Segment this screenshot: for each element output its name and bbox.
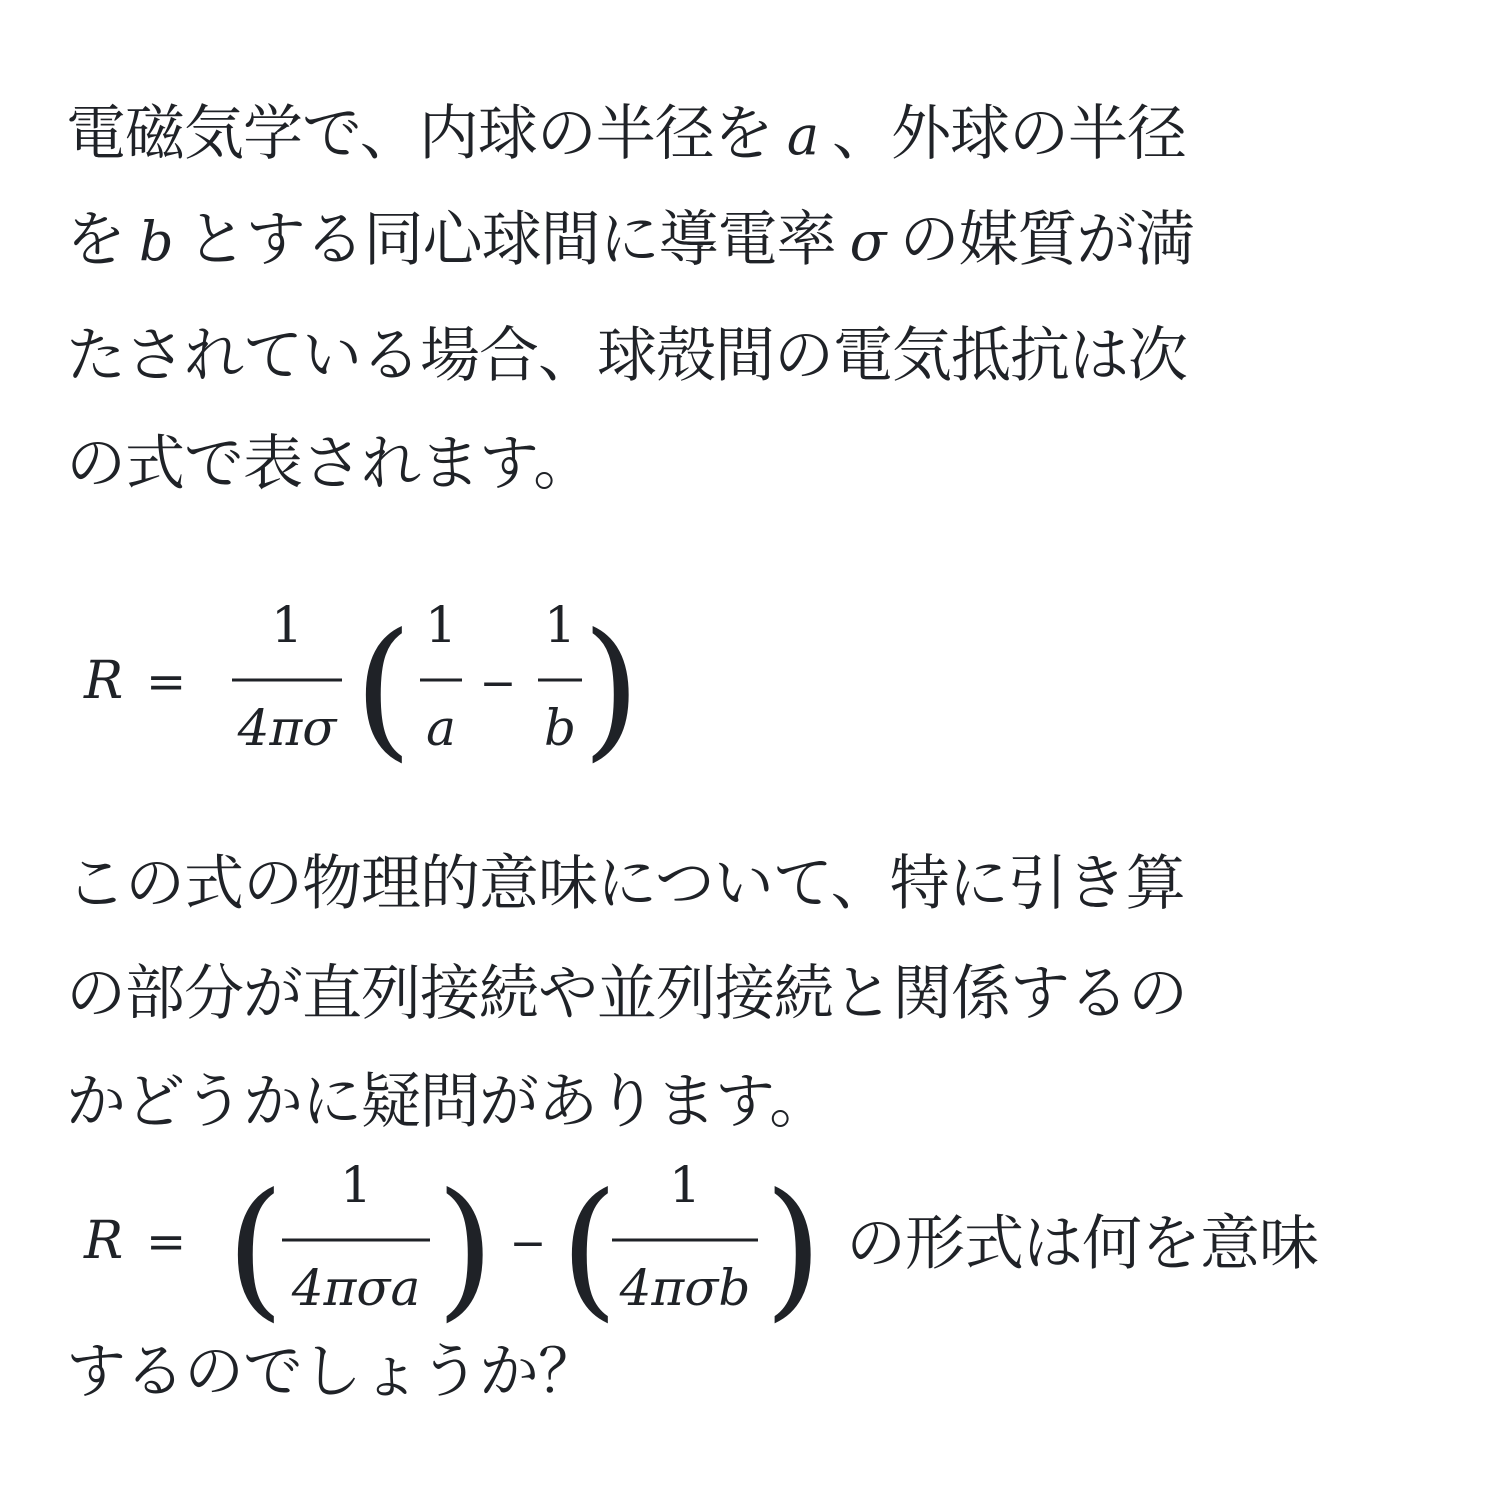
- right-paren-1: ): [436, 1162, 495, 1336]
- math-variable-a: a: [786, 104, 819, 167]
- question-line-4: の式で表されます。: [66, 429, 593, 499]
- formula-lhs-R: R: [84, 651, 124, 711]
- question-line-5: この式の物理的意味について、特に引き算: [66, 849, 1185, 919]
- fraction-denominator: 4πσ: [237, 699, 337, 757]
- inner-fraction-1-numerator: 1: [425, 596, 457, 654]
- formula-2-tail-text: の形式は何を意味: [846, 1209, 1318, 1279]
- inner-fraction-1-denominator: a: [426, 699, 456, 757]
- fraction-numerator: 1: [271, 596, 303, 654]
- formula-equals: =: [146, 654, 187, 710]
- inner-fraction-2-numerator: 1: [544, 596, 576, 654]
- term-2-denominator: 4πσb: [619, 1259, 751, 1317]
- right-paren-2: ): [764, 1162, 823, 1336]
- question-line-8: するのでしょうか？: [66, 1337, 597, 1407]
- minus-sign: −: [479, 658, 517, 709]
- text-segment: 電磁気学で、内球の半径を: [66, 99, 773, 169]
- left-paren: (: [354, 602, 413, 776]
- inner-fraction-2-denominator: b: [543, 699, 577, 757]
- formula-lhs-R: R: [84, 1211, 124, 1271]
- text-segment: とする同心球間に導電率: [186, 205, 836, 275]
- right-paren: ): [582, 602, 641, 776]
- text-segment: の媒質が満: [899, 205, 1195, 275]
- question-line-7: かどうかに疑問があります。: [66, 1067, 829, 1137]
- math-variable-b: b: [139, 210, 173, 273]
- term-1-numerator: 1: [340, 1156, 372, 1214]
- text-segment: 、外球の半径: [832, 99, 1187, 169]
- text-segment: を: [66, 205, 125, 275]
- left-paren-2: (: [560, 1162, 619, 1336]
- term-1-denominator: 4πσa: [291, 1259, 421, 1317]
- left-paren-1: (: [226, 1162, 285, 1336]
- math-variable-sigma: σ: [849, 210, 886, 273]
- term-2-numerator: 1: [669, 1156, 701, 1214]
- formula-equals: =: [146, 1214, 187, 1270]
- question-line-3: たされている場合、球殻間の電気抵抗は次: [66, 321, 1187, 391]
- question-line-6: の部分が直列接続や並列接続と関係するの: [66, 959, 1187, 1029]
- minus-sign: −: [509, 1218, 547, 1269]
